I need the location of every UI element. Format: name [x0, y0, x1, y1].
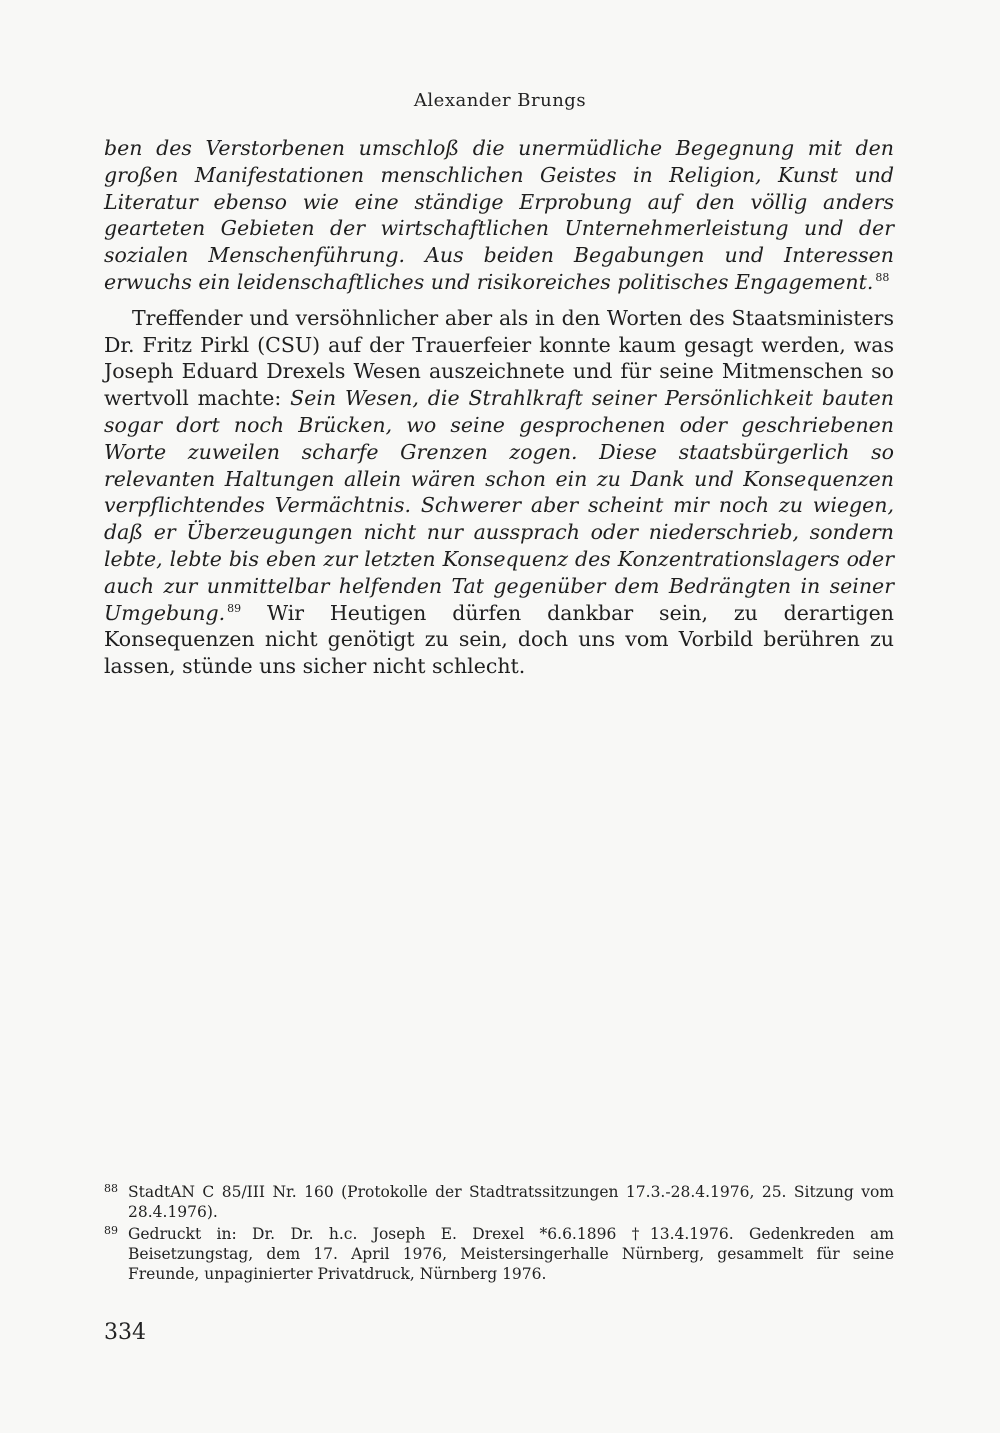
footnote-number: 89	[104, 1224, 118, 1237]
paragraph-1-text: ben des Verstorbenen umschloß die unermüdliche Begegnung mit den großen Manifestationen menschlichen Geistes in Religion, Kunst und Literatur ebenso wie eine ständige Erprobung auf den völlig anders gearteten Gebieten der wirtschaftlichen Unternehmerleistung und der sozialen Menschenführung. Aus beiden Begabungen und Interessen erwuchs ein leidenschaftliches und risikoreiches politisches Engagement.	[104, 136, 894, 294]
footnote-text: StadtAN C 85/III Nr. 160 (Protokolle der Stadtratssitzungen 17.3.-28.4.1976, 25. Sitzung vom 28.4.1976).	[128, 1183, 894, 1221]
footnote-number: 88	[104, 1182, 118, 1195]
paragraph-1	[104, 135, 894, 296]
paragraph-2	[104, 305, 894, 680]
body-text	[104, 135, 894, 680]
footnotes	[104, 1182, 894, 1286]
footnote-ref-89: 89	[227, 601, 242, 615]
page-number: 334	[104, 1320, 146, 1345]
footnote-88	[104, 1182, 894, 1222]
paragraph-2-intro: Treffender und versöhnlicher aber als in den Worten des Staatsministers Dr. Fritz Pirkl (CSU) auf der Trauerfeier konnte kaum gesagt werden, was Joseph Eduard Drexels Wesen auszeichnete und für seine Mitmenschen so wertvoll machte:	[104, 305, 894, 411]
running-head: Alexander Brungs	[413, 90, 587, 111]
paragraph-2-outro: Wir Heutigen dürfen dankbar sein, zu derartigen Konsequenzen nicht genötigt zu sein, doch uns vom Vorbild berühren zu lassen, stünde uns sicher nicht schlecht.	[104, 600, 894, 679]
footnote-text: Gedruckt in: Dr. Dr. h.c. Joseph E. Drexel *6.6.1896 †13.4.1976. Gedenkreden am Beisetzungstag, dem 17. April 1976, Meistersingerhalle Nürnberg, gesammelt für seine Freunde, unpaginierter Privatdruck, Nürnberg 1976.	[128, 1225, 894, 1283]
footnote-89	[104, 1224, 894, 1284]
footnote-ref-88: 88	[875, 271, 890, 285]
paragraph-2-quote: Sein Wesen, die Strahlkraft seiner Persönlichkeit bauten sogar dort noch Brücken, wo seine gesprochenen oder geschriebenen Worte zuweilen scharfe Grenzen zogen. Diese staatsbürgerlich so relevanten Haltungen allein wären schon ein zu Dank und Konsequenzen verpflichtendes Vermächtnis. Schwerer aber scheint mir noch zu wiegen, daß er Überzeugungen nicht nur aussprach oder niederschrieb, sondern lebte, lebte bis eben zur letzten Konsequenz des Konzentrationslagers oder auch zur unmittelbar helfenden Tat gegenüber dem Bedrängten in seiner Umgebung.	[104, 386, 894, 625]
